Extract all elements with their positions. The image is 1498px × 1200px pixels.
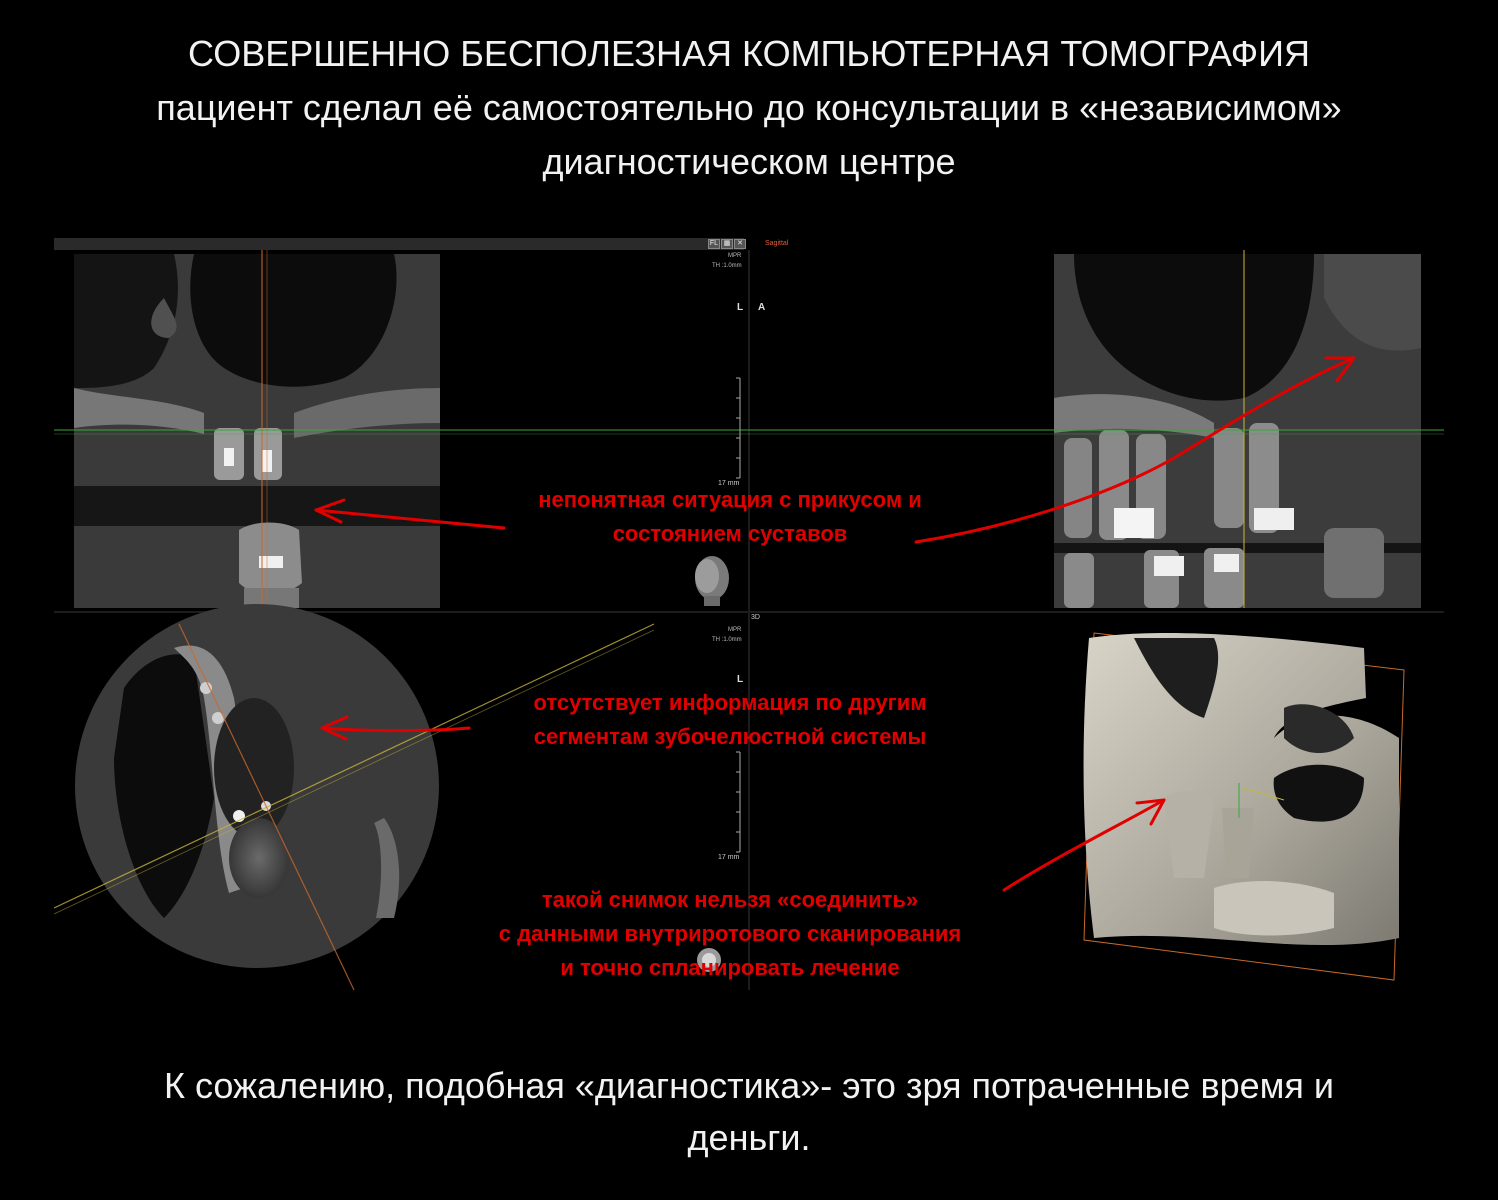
orient-anterior-label: A	[758, 302, 766, 313]
page-subtitle-cont: диагностическом центре	[542, 141, 956, 182]
3d-label: 3D	[751, 614, 760, 621]
coronal-slice	[74, 250, 440, 608]
sagittal-slice	[1054, 250, 1421, 608]
orient-left-label: L	[737, 302, 744, 313]
annotation-bite-line-2: состоянием суставов	[612, 521, 848, 546]
viewer-toolbar	[54, 238, 744, 250]
mpr-label-bottom: MPR	[728, 627, 742, 633]
layout-icon[interactable]: ▦	[721, 239, 733, 249]
scale-ruler-top	[736, 378, 740, 478]
annotation-bite	[440, 483, 1020, 551]
page-title: СОВЕРШЕННО БЕСПОЛЕЗНАЯ КОМПЬЮТЕРНАЯ ТОМОГРАФИЯ	[188, 33, 1310, 74]
scale-label-bottom: 17 mm	[718, 854, 740, 861]
footer-text-cont: деньги.	[687, 1117, 811, 1158]
annotation-scan	[420, 883, 1040, 985]
sagittal-label: Sagittal	[765, 240, 789, 247]
ct-viewer-graphics	[54, 238, 1444, 990]
annotation-scan-line-3: и точно спланировать лечение	[560, 955, 900, 980]
page-subtitle: пациент сделал её самостоятельно до консультации в «независимом»	[156, 87, 1342, 128]
annotation-scan-line-2: с данными внутриротового сканирования	[498, 921, 962, 946]
annotation-segments-line-1: отсутствует информация по другим	[533, 690, 927, 715]
mpr-label: MPR	[728, 253, 742, 259]
annotation-segments-line-2: сегментам зубочелюстной системы	[533, 724, 927, 749]
thickness-label-bottom: TH :1.0mm	[712, 637, 742, 643]
3d-reconstruction	[1084, 633, 1404, 980]
scale-ruler-bottom	[736, 752, 740, 852]
orient-left-label-bottom: L	[737, 674, 744, 685]
footer-text: К сожалению, подобная «диагностика»- это зря потраченные время и	[164, 1065, 1334, 1106]
annotation-segments	[440, 686, 1020, 754]
ct-viewer[interactable]	[54, 238, 1444, 990]
thickness-label: TH :1.0mm	[712, 263, 742, 269]
close-icon[interactable]: ✕	[734, 239, 746, 249]
scale-label-top: 17 mm	[718, 480, 740, 487]
annotation-bite-line-1: непонятная ситуация с прикусом и	[538, 487, 922, 512]
fl-button[interactable]: FL	[709, 240, 719, 247]
annotation-scan-line-1: такой снимок нельзя «соединить»	[541, 887, 919, 912]
head-orientation-icon	[695, 556, 729, 606]
